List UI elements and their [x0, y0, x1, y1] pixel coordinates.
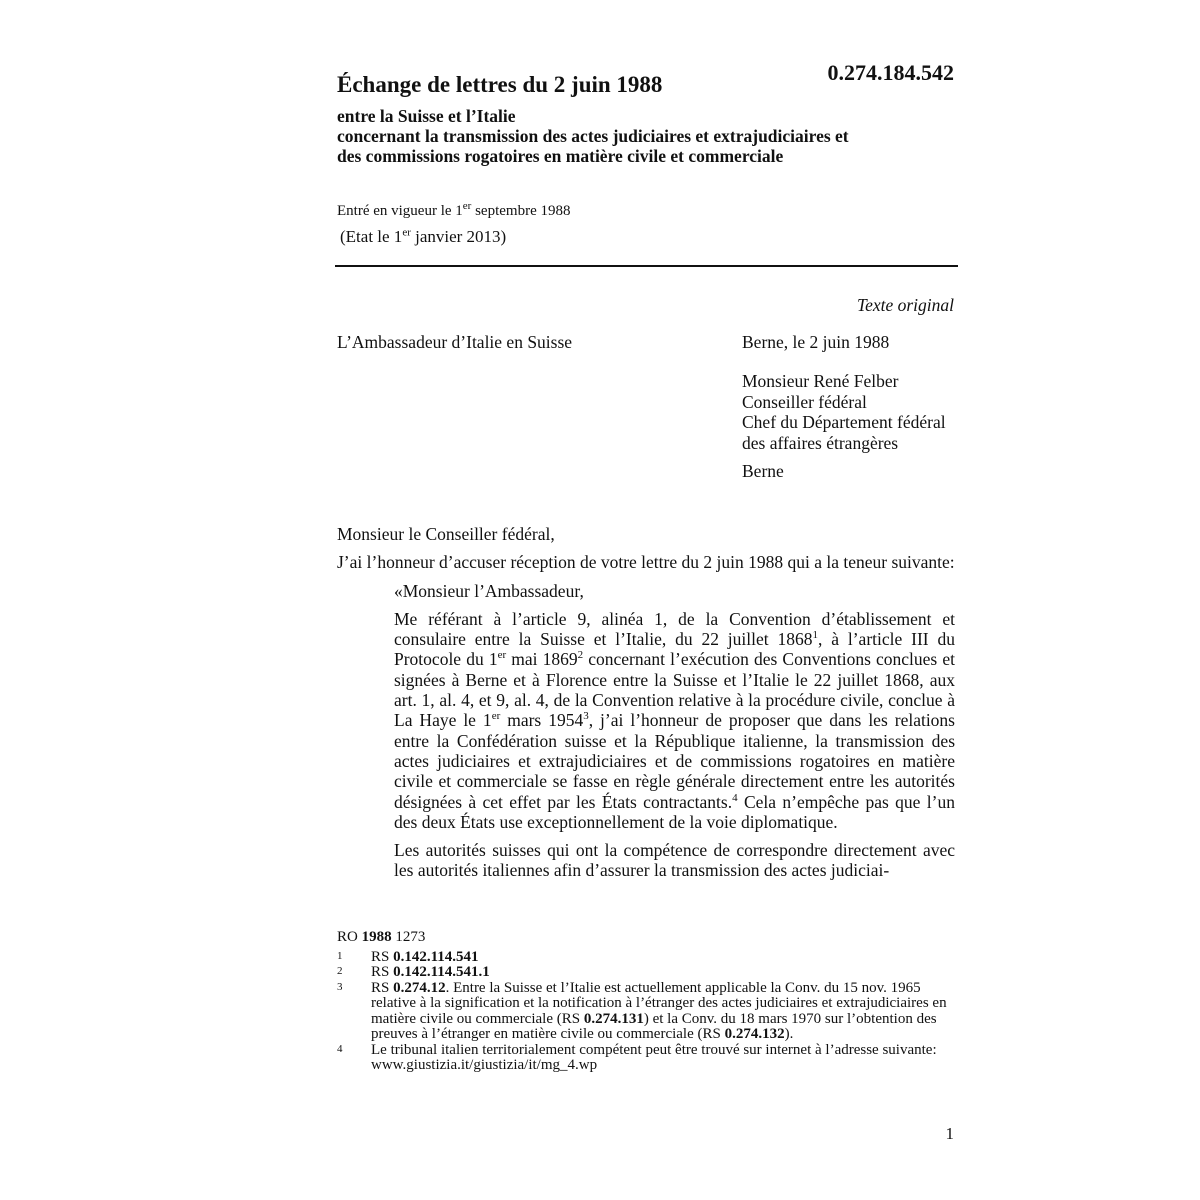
footnote-ref[interactable]: 3 — [583, 710, 589, 723]
subtitle-line: entre la Suisse et l’Italie — [337, 106, 516, 126]
recipient-line: Conseiller fédéral — [742, 391, 867, 412]
subtitle-line: des commissions rogatoires en matière civile et commerciale — [337, 146, 784, 166]
footnote-ref[interactable]: 1 — [812, 629, 818, 642]
footnote-1: 1 RS 0.142.114.541 — [337, 948, 479, 965]
quoted-paragraph-2: Les autorités suisses qui ont la compétence de correspondre directement avec les autorités italiennes afin d’assurer la transmission des actes judiciai- — [394, 840, 955, 881]
footnote-4 — [337, 1043, 957, 1074]
letter-sender: L’Ambassadeur d’Italie en Suisse — [337, 332, 573, 352]
salutation: Monsieur le Conseiller fédéral, — [337, 524, 555, 544]
state-date: (Etat le 1er janvier 2013) — [340, 226, 507, 246]
recipient-city: Berne — [742, 461, 784, 481]
subtitle-line: concernant la transmission des actes judiciaires et extrajudiciaires et — [337, 126, 849, 146]
header-divider — [335, 265, 958, 267]
letter-body — [337, 524, 955, 889]
entry-into-force: Entré en vigueur le 1er septembre 1988 — [337, 200, 571, 219]
texte-original-label: Texte original — [856, 295, 954, 315]
footnote-number: 2 — [337, 965, 343, 977]
intro-paragraph: J’ai l’honneur d’accuser réception de votre lettre du 2 juin 1988 qui a la teneur suivante: — [337, 552, 955, 573]
footnote-number: 3 — [337, 980, 343, 993]
footnotes — [337, 930, 957, 1074]
footnote-number: 4 — [337, 1042, 343, 1055]
quoted-paragraph-1: Me référant à l’article 9, alinéa 1, de la Convention d’établissement et consulaire entre la Suisse et l’Italie, du 22 juillet 1868$^1$, à l’article III du Protocole du 1er mai 1869$^2$ concernant l’exécution des Conventions conclues et signées à Berne et à Florence entre la Suisse et l’Italie le 22 juillet 1868, aux art. 1, al. 4, et 9, al. 4, de la Convention relative à la procédure civile, conclue à La Haye le 1er mars 1954$^3$, j’ai l’honneur de proposer que dans les relations entre la Confédération suisse et la République italienne, la transmission des actes judiciaires et extrajudiciaires et de commissions rogatoires en matière civile et commerciale se fasse en règle générale directement entre les autorités désignées à cet effet par les États contractants.$^4$ Cela n’empêche pas que l’un des deux États use exceptionnellement de la voie diplomatique. — [394, 608, 955, 832]
page-number: 1 — [945, 1124, 954, 1143]
footnote-3: 3 RS 0.274.12. Entre la Suisse et l’Italie est actuellement applicable la Conv. du 15 nov. 1965 relative à la signification et la notification à l’étranger des actes judiciaires et extrajudiciaires en matière civile ou commerciale (RS 0.274.131) et la Conv. du 18 mars 1970 sur l’obtention des preuves à l’étranger en matière civile ou commerciale (RS 0.274.132). — [337, 979, 947, 1042]
quoted-salutation: «Monsieur l’Ambassadeur, — [394, 580, 584, 601]
footnote-ref[interactable]: 4 — [732, 791, 738, 804]
footnote-2: 2 RS 0.142.114.541.1 — [337, 964, 490, 980]
footnote-4-text: Le tribunal italien territorialement compétent peut être trouvé sur internet à l’adresse suivante: www.giustizia.it/giustizia/it/mg_4.wp — [371, 1041, 937, 1073]
footnote-ref[interactable]: 2 — [577, 649, 584, 662]
sr-number: 0.274.184.542 — [827, 60, 954, 85]
document-title: Échange de lettres du 2 juin 1988 — [337, 72, 663, 97]
letter-recipient — [742, 371, 946, 482]
recipient-line: des affaires étrangères — [742, 432, 899, 453]
recipient-line: Chef du Département fédéral — [742, 412, 946, 432]
document-subtitle — [337, 106, 967, 166]
ro-reference: RO 1988 1273 — [337, 929, 426, 945]
footnote-number: 1 — [337, 949, 343, 962]
letter-place-date: Berne, le 2 juin 1988 — [742, 332, 890, 352]
recipient-line: Monsieur René Felber — [742, 371, 899, 391]
